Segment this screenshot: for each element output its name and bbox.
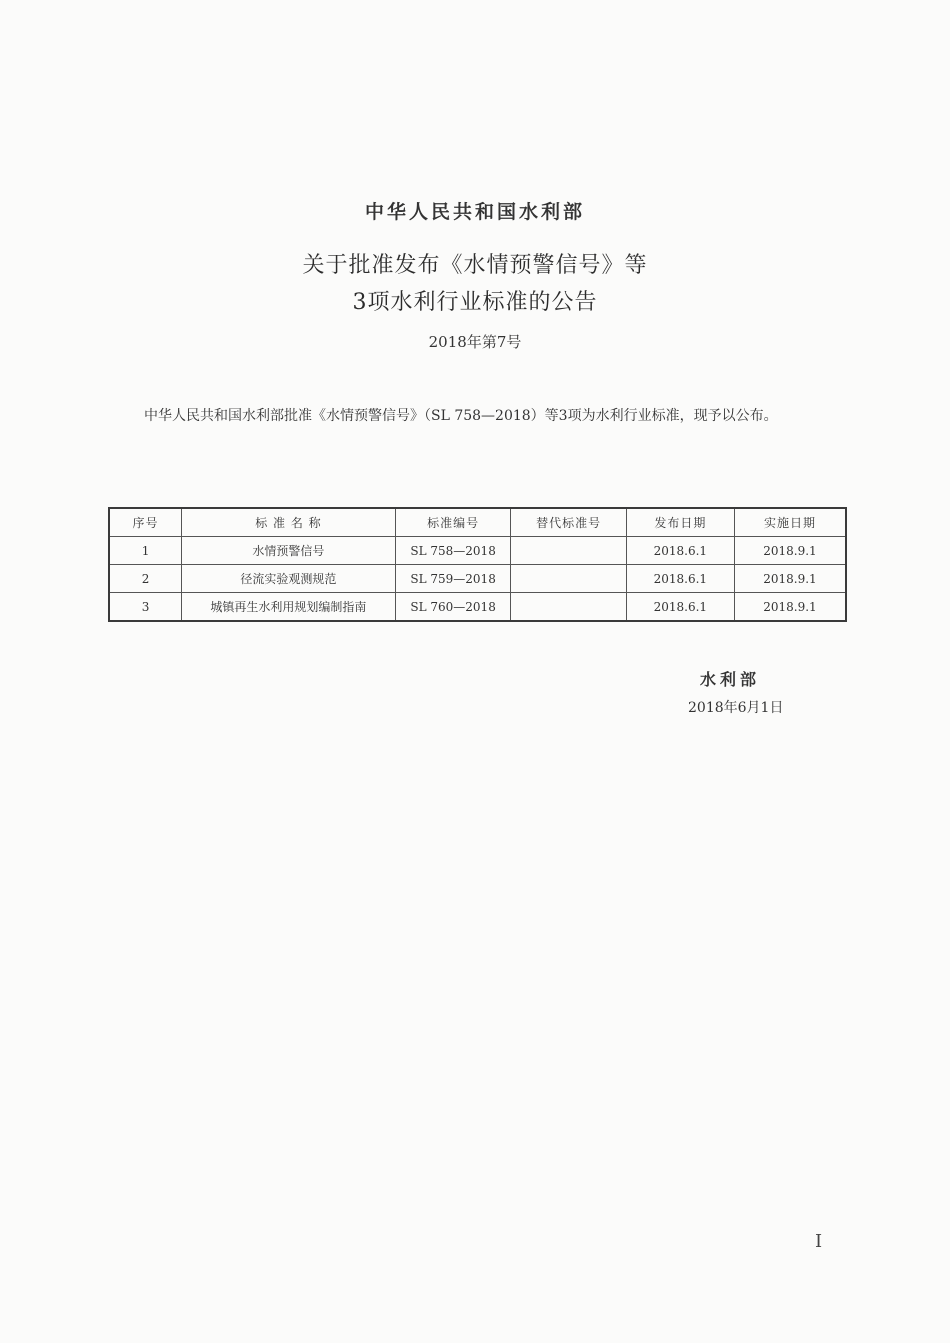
cell-publish-date: 2018.6.1 bbox=[626, 565, 734, 593]
header-standard-number: 标准编号 bbox=[395, 508, 511, 537]
cell-seq: 2 bbox=[109, 565, 182, 593]
cell-effective-date: 2018.9.1 bbox=[734, 537, 846, 565]
cell-standard-name: 水情预警信号 bbox=[182, 537, 396, 565]
cell-standard-name: 径流实验观测规范 bbox=[182, 565, 396, 593]
cell-effective-date: 2018.9.1 bbox=[734, 565, 846, 593]
cell-publish-date: 2018.6.1 bbox=[626, 537, 734, 565]
announcement-title-line1: 关于批准发布《水情预警信号》等 bbox=[302, 253, 648, 278]
table-row bbox=[109, 537, 846, 565]
announcement-body: 中华人民共和国水利部批准《水情预警信号》（SL 758—2018）等3项为水利行业标准，现予以公布。 bbox=[144, 408, 778, 424]
header-effective-date: 实施日期 bbox=[734, 508, 846, 537]
cell-replaced-number bbox=[511, 537, 626, 565]
cell-seq: 3 bbox=[109, 593, 182, 622]
page-number: I bbox=[815, 1231, 823, 1252]
cell-replaced-number bbox=[511, 565, 626, 593]
sign-date: 2018年6月1日 bbox=[688, 700, 784, 716]
issuing-authority: 中华人民共和国水利部 bbox=[364, 201, 585, 223]
cell-standard-number: SL 758—2018 bbox=[395, 537, 511, 565]
cell-standard-name: 城镇再生水利用规划编制指南 bbox=[182, 593, 396, 622]
standards-table bbox=[108, 507, 847, 622]
header-replaced-number: 替代标准号 bbox=[511, 508, 626, 537]
announcement-title-line2: 3项水利行业标准的公告 bbox=[352, 290, 598, 315]
cell-replaced-number bbox=[511, 593, 626, 622]
table-header-row bbox=[109, 508, 846, 537]
table-row bbox=[109, 565, 846, 593]
header-standard-name: 标 准 名 称 bbox=[182, 508, 396, 537]
header-seq: 序号 bbox=[109, 508, 182, 537]
table-row bbox=[109, 593, 846, 622]
cell-standard-number: SL 759—2018 bbox=[395, 565, 511, 593]
cell-publish-date: 2018.6.1 bbox=[626, 593, 734, 622]
cell-seq: 1 bbox=[109, 537, 182, 565]
cell-effective-date: 2018.9.1 bbox=[734, 593, 846, 622]
cell-standard-number: SL 760—2018 bbox=[395, 593, 511, 622]
issue-number: 2018年第7号 bbox=[428, 333, 522, 351]
signer: 水利部 bbox=[700, 670, 761, 689]
header-publish-date: 发布日期 bbox=[626, 508, 734, 537]
